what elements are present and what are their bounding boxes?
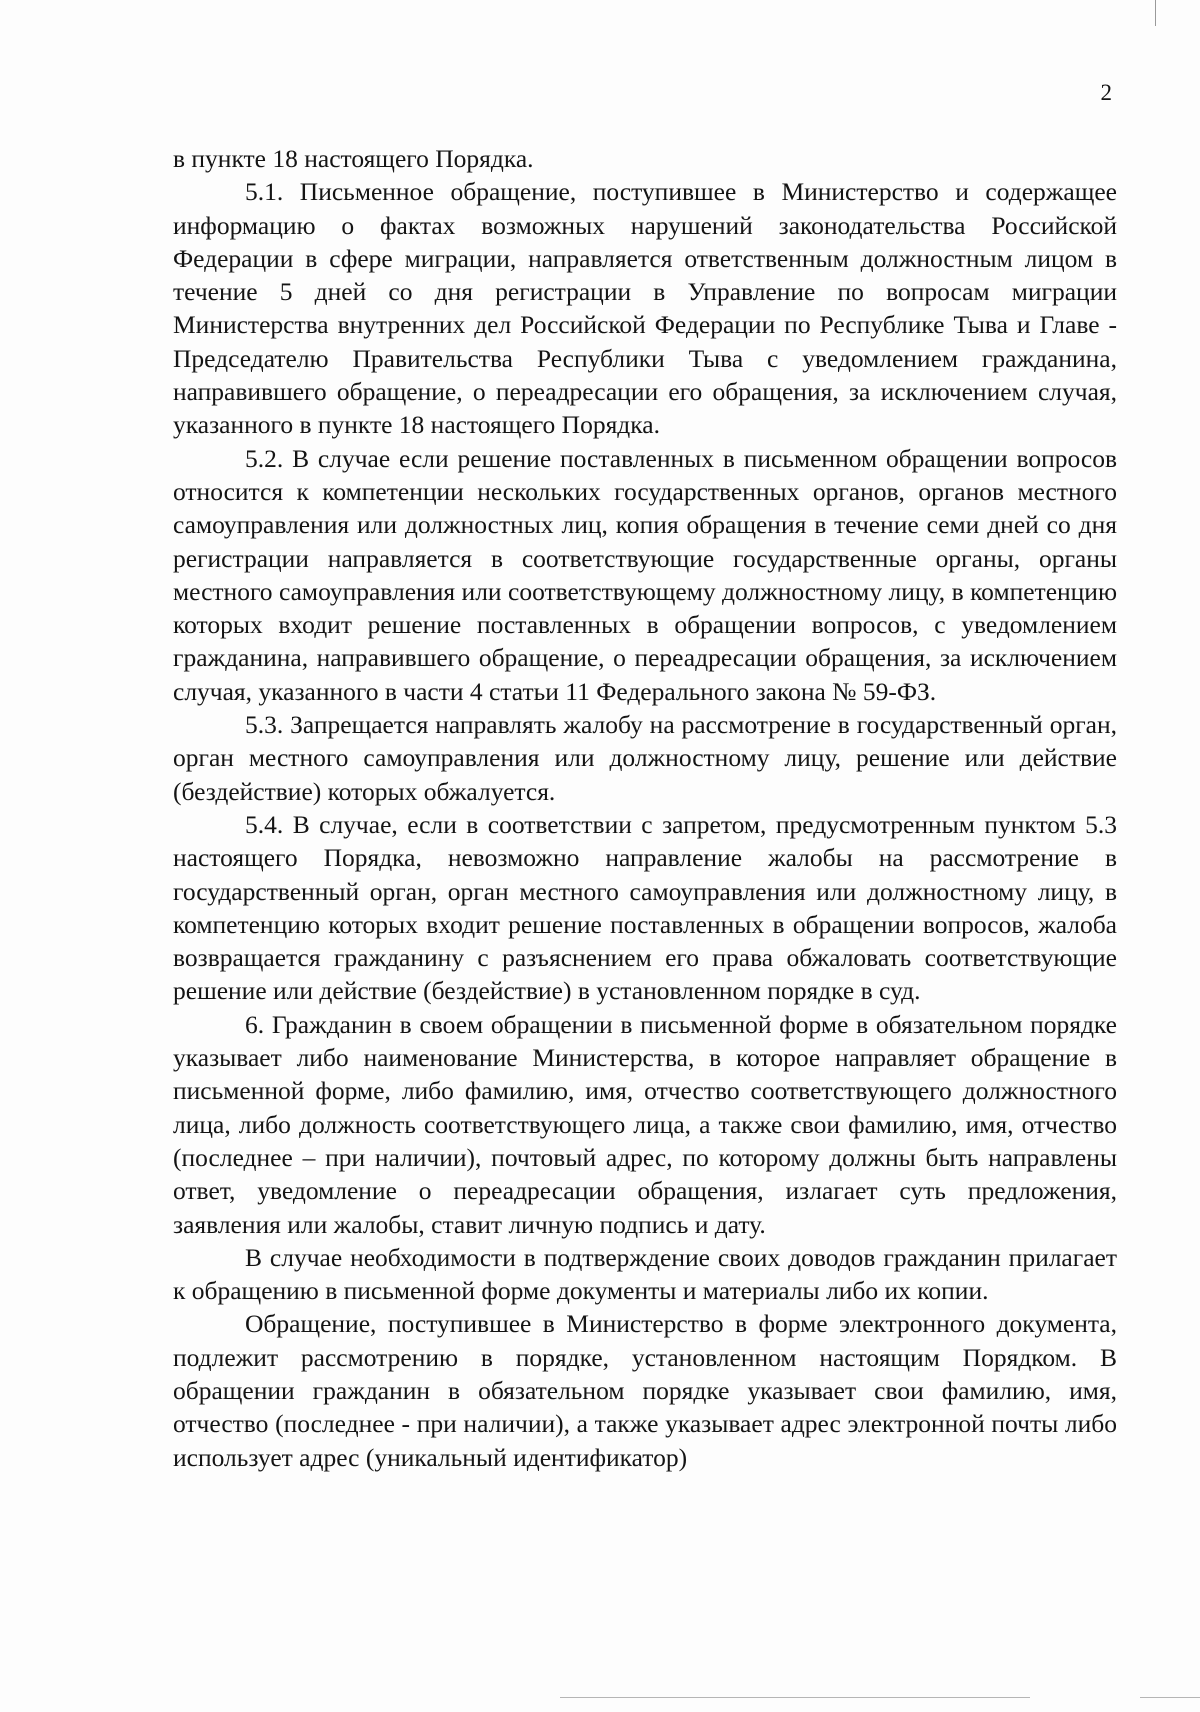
paragraph-5-1: 5.1. Письменное обращение, поступившее в Министерство и содержащее информацию о фактах возможных нарушений законодательства Российской Федерации в сфере миграции, направляется ответственным должностным лицом в течение 5 дней со дня регистрации в Управление по вопросам миграции Министерства внутренних дел Российской Федерации по Республике Тыва и Главе - Председателю Правительства Республики Тыва с уведомлением гражданина, направившего обращение, о переадресации его обращения, за исключением случая, указанного в пункте 18 настоящего Порядка.	[173, 177, 1117, 440]
paragraph-5-4: 5.4. В случае, если в соответствии с запретом, предусмотренным пунктом 5.3 настоящего Порядка, невозможно направление жалобы на рассмотрение в государственный орган, орган местного самоуправления или должностному лицу, в компетенцию которых входит решение поставленных в обращении вопросов, жалоба возвращается гражданину с разъяснением его права обжаловать соответствующие решение или действие (бездействие) в установленном порядке в суд.	[173, 809, 1117, 1006]
paragraph-6-electronic: Обращение, поступившее в Министерство в форме электронного документа, подлежит рассмотрению в порядке, установленном настоящим Порядком. В обращении гражданин в обязательном порядке указывает свои фамилию, имя, отчество (последнее - при наличии), а также указывает адрес электронной почты либо использует адрес (уникальный идентификатор)	[173, 1309, 1117, 1472]
scan-edge-mark	[1155, 0, 1156, 26]
paragraph-6: 6. Гражданин в своем обращении в письменной форме в обязательном порядке указывает либо наименование Министерства, в которое направляет обращение в письменной форме, либо фамилию, имя, отчество соответствующего должностного лица, либо должность соответствующего лица, а также свои фамилию, имя, отчество (последнее – при наличии), почтовый адрес, по которому должны быть направлены ответ, уведомление о переадресации обращения, излагает суть предложения, заявления или жалобы, ставит личную подпись и дату.	[173, 1009, 1117, 1239]
scan-artifact-line	[560, 1697, 1030, 1698]
page-number: 2	[1100, 80, 1112, 105]
document-body	[173, 142, 1117, 1474]
paragraph-6-attachments: В случае необходимости в подтверждение своих доводов гражданин прилагает к обращению в письменной форме документы и материалы либо их копии.	[173, 1242, 1117, 1306]
scan-artifact-line-right	[1140, 1697, 1200, 1698]
paragraph-5-3: 5.3. Запрещается направлять жалобу на рассмотрение в государственный орган, орган местного самоуправления или должностному лицу, решение или действие (бездействие) которых обжалуется.	[173, 710, 1117, 806]
paragraph-5-2: 5.2. В случае если решение поставленных в письменном обращении вопросов относится к компетенции нескольких государственных органов, органов местного самоуправления или должностных лиц, копия обращения в течение семи дней со дня регистрации направляется в соответствующие государственные органы, органы местного самоуправления или соответствующему должностному лицу, в компетенцию которых входит решение поставленных в обращении вопросов, с уведомлением гражданина, направившего обращение, о переадресации обращения, за исключением случая, указанного в части 4 статьи 11 Федерального закона № 59-ФЗ.	[173, 443, 1117, 706]
paragraph-continuation: в пункте 18 настоящего Порядка.	[173, 144, 534, 173]
